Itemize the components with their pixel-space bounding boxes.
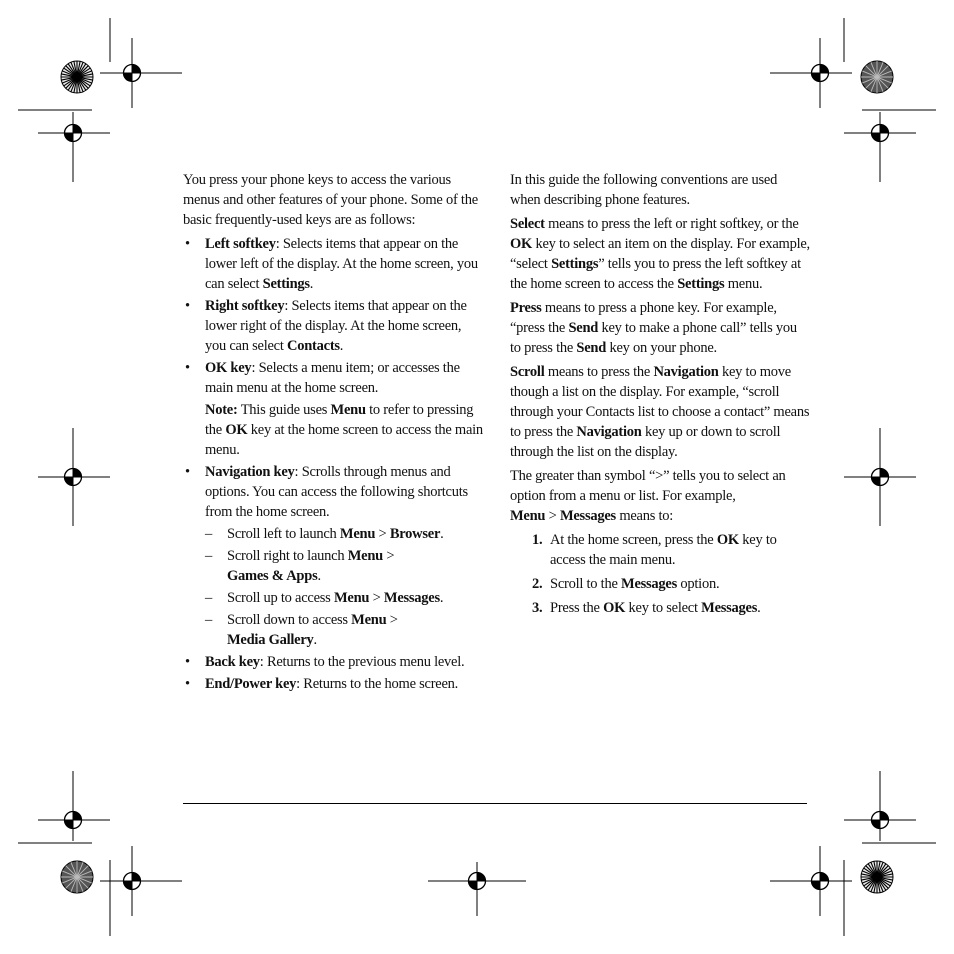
shortcut-item: – Scroll left to launch Menu > Browser. — [205, 526, 444, 542]
key-name: Right softkey — [205, 298, 285, 314]
bullet: • — [185, 298, 190, 314]
bullet: • — [185, 654, 190, 670]
shortcut-item: – Scroll up to access Menu > Messages. — [205, 590, 444, 606]
bullet: • — [185, 676, 190, 692]
step-item: 2. Scroll to the Messages option. — [532, 576, 720, 592]
keys-intro: You press your phone keys to access the various menus and other features of your phone. Some of the basic frequently-used keys are as follows: — [183, 172, 478, 228]
left-softkey-item: • Left softkey: Selects items that appear on the lower left of the display. At the home screen, you can select Settings. — [185, 236, 478, 292]
menu-note: Note: This guide uses Menu to refer to pressing the OK key at the home screen to access the main menu. — [205, 402, 483, 458]
key-name: OK key — [205, 360, 252, 376]
select-convention: Select means to press the left or right softkey, or the OK key to select an item on the display. For example, “select Settings” tells you to press the left softkey at the home screen to access the Settings menu. — [510, 216, 810, 292]
key-name: Navigation key — [205, 464, 295, 480]
key-name: End/Power key — [205, 676, 297, 692]
shortcut-item: – Scroll right to launch Menu > Games & Apps. — [205, 548, 395, 584]
step-item: 3. Press the OK key to select Messages. — [532, 600, 761, 616]
footer-rule — [183, 803, 807, 804]
key-name: Left softkey — [205, 236, 276, 252]
navigation-key-item: • Navigation key: Scrolls through menus and options. You can access the following shortcuts from the home screen. — [185, 464, 468, 520]
key-name: Back key — [205, 654, 260, 670]
conventions-intro: In this guide the following conventions are used when describing phone features. — [510, 172, 778, 208]
bullet: • — [185, 464, 190, 480]
ok-key-item: • OK key: Selects a menu item; or accesses the main menu at the home screen. — [185, 360, 460, 396]
bullet: • — [185, 360, 190, 376]
greater-than-convention: The greater than symbol “>” tells you to select an option from a menu or list. For example, Menu > Messages means to: — [510, 468, 786, 524]
right-softkey-item: • Right softkey: Selects items that appear on the lower right of the display. At the home screen, you can select Contacts. — [185, 298, 467, 354]
press-convention: Press means to press a phone key. For example, “press the Send key to make a phone call” tells you to press the Send key on your phone. — [510, 300, 797, 356]
left-column — [183, 170, 483, 696]
bullet: • — [185, 236, 190, 252]
right-column — [510, 170, 810, 622]
shortcut-item: – Scroll down to access Menu > Media Gallery. — [205, 612, 398, 648]
back-key-item: • Back key: Returns to the previous menu level. — [185, 654, 465, 670]
step-item: 1. At the home screen, press the OK key to access the main menu. — [532, 532, 777, 568]
scroll-convention: Scroll means to press the Navigation key to move though a list on the display. For example, “scroll through your Contacts list to choose a contact” means to press the Navigation key up or down to scroll through the list on the display. — [510, 364, 810, 460]
end-power-key-item: • End/Power key: Returns to the home screen. — [185, 676, 459, 692]
